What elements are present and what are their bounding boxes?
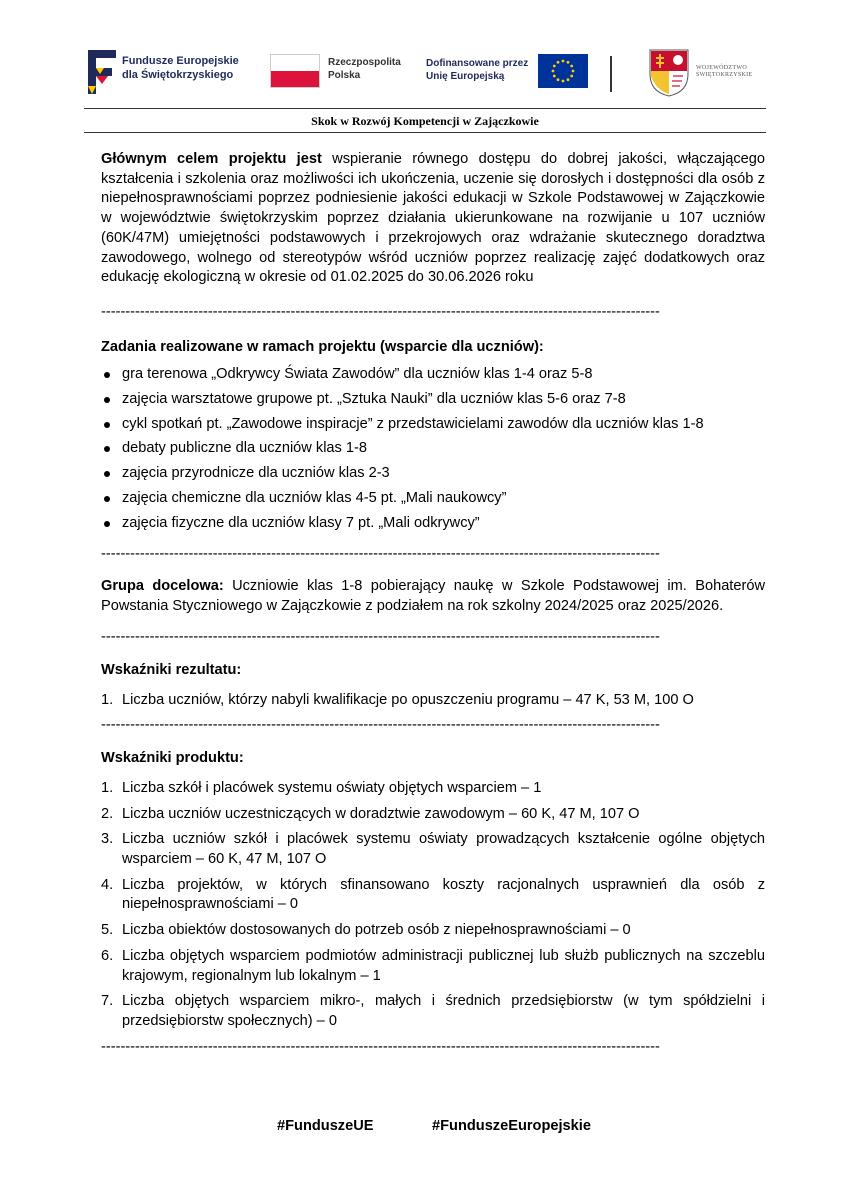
tasks-list (101, 365, 765, 533)
task-item: zajęcia fizyczne dla uczniów klasy 7 pt. „Mali odkrywcy” (101, 514, 765, 534)
logo-divider (610, 56, 612, 92)
item-number: 2. (101, 805, 114, 822)
separator-line: ------------------------------------------------------------------------------------------------------------------- (101, 717, 660, 734)
separator-line: ------------------------------------------------------------------------------------------------------------------- (101, 303, 660, 320)
document-body (101, 150, 765, 1057)
item-number: 1. (101, 779, 114, 796)
coat-of-arms-icon (648, 46, 690, 98)
product-indicator-item (101, 830, 765, 869)
project-title: Skok w Rozwój Kompetencji w Zajączkowie (311, 114, 539, 128)
result-indicator-item (101, 691, 765, 711)
target-group-text: Uczniowie klas 1-8 pobierający naukę w Szkole Podstawowej im. Bohaterów Powstania Styczniowego w Zajączkowie z podziałem na rok szkolny 2024/2025 oraz 2025/2026. (101, 577, 765, 614)
task-item: cykl spotkań pt. „Zawodowe inspiracje” z przedstawicielami zawodów dla uczniów klas 1-8 (101, 415, 765, 435)
result-indicators-heading: Wskaźniki rezultatu: (101, 662, 242, 679)
sw-logo-line2: ŚWIĘTOKRZYSKIE (696, 72, 753, 78)
fe-logo-line1: Fundusze Europejskie (122, 55, 239, 67)
tasks-heading: Zadania realizowane w ramach projektu (wsparcie dla uczniów): (101, 338, 544, 355)
fundusze-europejskie-logo (86, 40, 256, 104)
item-text: Liczba uczniów, którzy nabyli kwalifikacje po opuszczeniu programu – 47 K, 53 M, 100 O (122, 691, 694, 708)
item-number: 7. (101, 993, 114, 1010)
pl-logo-line1: Rzeczpospolita (328, 57, 401, 68)
main-goal-lead: Głównym celem projektu jest (101, 151, 322, 167)
target-group-paragraph (101, 577, 765, 616)
item-number: 6. (101, 947, 114, 964)
product-indicator-item (101, 876, 765, 915)
hashtag-fundusze-ue: #FunduszeUE (277, 1118, 374, 1134)
item-text: Liczba uczniów szkół i placówek systemu oświaty prowadzących kształcenie ogólne objętych wsparciem – 60 K, 47 M, 107 O (122, 831, 765, 867)
product-indicator-item (101, 779, 765, 799)
header-top-rule (84, 108, 766, 109)
separator-line: ------------------------------------------------------------------------------------------------------------------- (101, 1038, 660, 1055)
main-goal-text: wspieranie równego dostępu do dobrej jakości, włączającego kształcenia i szkolenia oraz możliwości ich ukończenia, uczenie się dorosłych i dostępności dla osób z niepełnosprawnościami poprzez podniesienie jakości edukacji w Szkole Podstawowej w Zajączkowie w województwie świętokrzyskim poprzez działania ukierunkowane na rozwijanie u 107 uczniów (60K/47M) umiejętności podstawowych i przekrojowych oraz wdrażanie skutecznego doradztwa zawodowego, wolnego od stereotypów wśród uczniów poprzez realizację zajęć dodatkowych oraz edukację ekologiczną w okresie od 01.02.2025 do 30.06.2026 roku (101, 151, 765, 286)
separator-line: ------------------------------------------------------------------------------------------------------------------- (101, 546, 660, 563)
task-item: zajęcia warsztatowe grupowe pt. „Sztuka Nauki” dla uczniów klas 5-6 oraz 7-8 (101, 390, 765, 410)
separator-line: ------------------------------------------------------------------------------------------------------------------- (101, 629, 660, 646)
header-bottom-rule (84, 132, 766, 133)
product-indicator-item (101, 947, 765, 986)
sw-logo-line1: WOJEWÓDZTWO (696, 65, 747, 71)
item-text: Liczba objętych wsparciem mikro-, małych i średnich przedsiębiorstw (w tym spółdzielni i przedsiębiorstw społecznych) – 0 (122, 993, 765, 1029)
product-indicators-heading: Wskaźniki produktu: (101, 750, 244, 767)
task-item: zajęcia chemiczne dla uczniów klas 4-5 pt. „Mali naukowcy” (101, 489, 765, 509)
item-text: Liczba projektów, w których sfinansowano koszty racjonalnych usprawnień dla osób z niepełnosprawnościami – 0 (122, 876, 765, 913)
product-indicators-list (101, 779, 765, 1032)
eu-logo-line2: Unię Europejską (426, 71, 505, 82)
product-indicator-item (101, 805, 765, 825)
logo-bar (80, 40, 752, 104)
task-item: gra terenowa „Odkrywcy Świata Zawodów” dla uczniów klas 1-4 oraz 5-8 (101, 365, 765, 385)
item-number: 3. (101, 831, 114, 848)
product-indicator-item (101, 921, 765, 941)
eu-logo-line1: Dofinansowane przez (426, 58, 529, 69)
rzeczpospolita-polska-logo (268, 40, 401, 104)
item-text: Liczba szkół i placówek systemu oświaty objętych wsparciem – 1 (122, 779, 542, 796)
product-indicator-item (101, 992, 765, 1031)
item-number: 5. (101, 922, 114, 939)
item-text: Liczba uczniów uczestniczących w doradztwie zawodowym – 60 K, 47 M, 107 O (122, 805, 640, 822)
eu-flag-icon (538, 54, 588, 88)
hashtag-fundusze-europejskie: #FunduszeEuropejskie (432, 1118, 591, 1134)
fe-logo-line2: dla Świętokrzyskiego (122, 69, 234, 81)
item-number: 1. (101, 691, 114, 708)
polish-flag-icon (270, 54, 320, 88)
target-group-lead: Grupa docelowa: (101, 577, 224, 594)
eu-cofinanced-logo (420, 40, 590, 104)
pl-logo-line2: Polska (328, 70, 361, 81)
task-item: zajęcia przyrodnicze dla uczniów klas 2-3 (101, 464, 765, 484)
item-text: Liczba obiektów dostosowanych do potrzeb osób z niepełnosprawnościami – 0 (122, 922, 631, 939)
wojewodztwo-swietokrzyskie-logo (646, 40, 756, 104)
task-item: debaty publiczne dla uczniów klas 1-8 (101, 439, 765, 459)
item-number: 4. (101, 876, 114, 893)
item-text: Liczba objętych wsparciem podmiotów administracji publicznej lub służb publicznych na szczeblu krajowym, regionalnym lub lokalnym – 1 (122, 947, 765, 984)
result-indicators-list (101, 691, 765, 711)
main-goal-paragraph (101, 150, 765, 288)
fe-symbol-icon (86, 44, 118, 100)
